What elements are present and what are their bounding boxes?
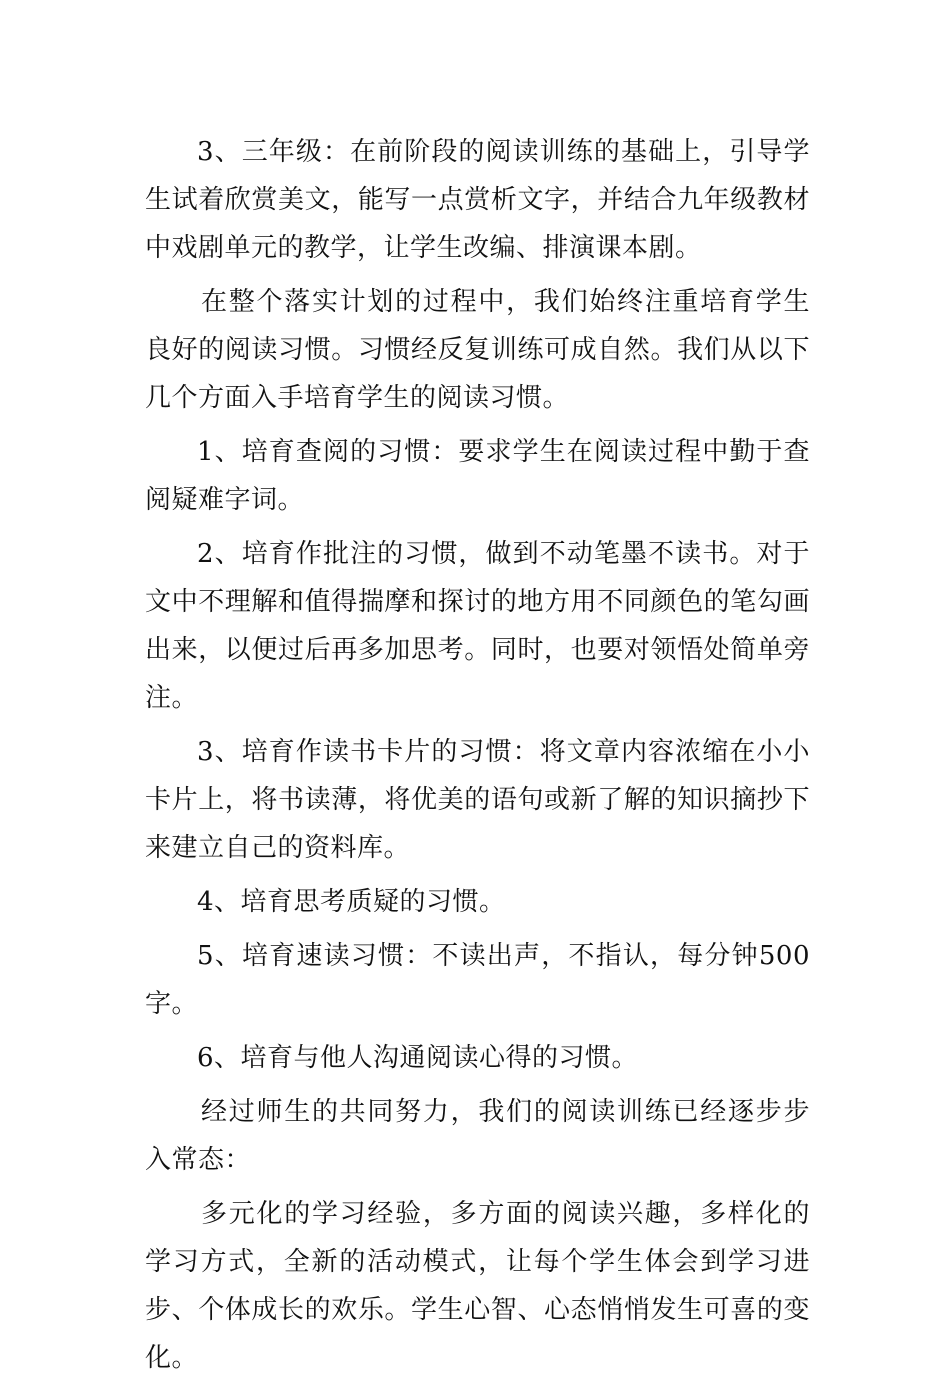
- paragraph-habit-lookup: 1、培育查阅的习惯：要求学生在阅读过程中勤于查阅疑难字词。: [145, 437, 810, 515]
- paragraph-habit-reading-cards: 3、培育作读书卡片的习惯：将文章内容浓缩在小小卡片上，将书读薄，将优美的语句或新了解的知识摘抄下来建立自己的资料库。: [145, 737, 810, 863]
- paragraph-habit-questioning: 4、培育思考质疑的习惯。: [197, 887, 506, 917]
- document-body: [145, 128, 810, 1388]
- paragraph-habit-annotation: 2、培育作批注的习惯，做到不动笔墨不读书。对于文中不理解和值得揣摩和探讨的地方用不同颜色的笔勾画出来，以便过后再多加思考。同时，也要对领悟处简单旁注。: [145, 539, 810, 713]
- paragraph-progress: 经过师生的共同努力，我们的阅读训练已经逐步步入常态：: [145, 1097, 810, 1175]
- paragraph-habit-speed-reading: 5、培育速读习惯：不读出声，不指认，每分钟500字。: [145, 941, 810, 1019]
- paragraph-reading-habits-intro: 在整个落实计划的过程中，我们始终注重培育学生良好的阅读习惯。习惯经反复训练可成自然。我们从以下几个方面入手培育学生的阅读习惯。: [145, 287, 810, 413]
- paragraph-habit-sharing: 6、培育与他人沟通阅读心得的习惯。: [197, 1043, 639, 1073]
- paragraph-grade-three: 3、三年级：在前阶段的阅读训练的基础上，引导学生试着欣赏美文，能写一点赏析文字，并结合九年级教材中戏剧单元的教学，让学生改编、排演课本剧。: [145, 137, 810, 263]
- paragraph-outcomes: 多元化的学习经验，多方面的阅读兴趣，多样化的学习方式，全新的活动模式，让每个学生体会到学习进步、个体成长的欢乐。学生心智、心态悄悄发生可喜的变化。: [145, 1199, 810, 1373]
